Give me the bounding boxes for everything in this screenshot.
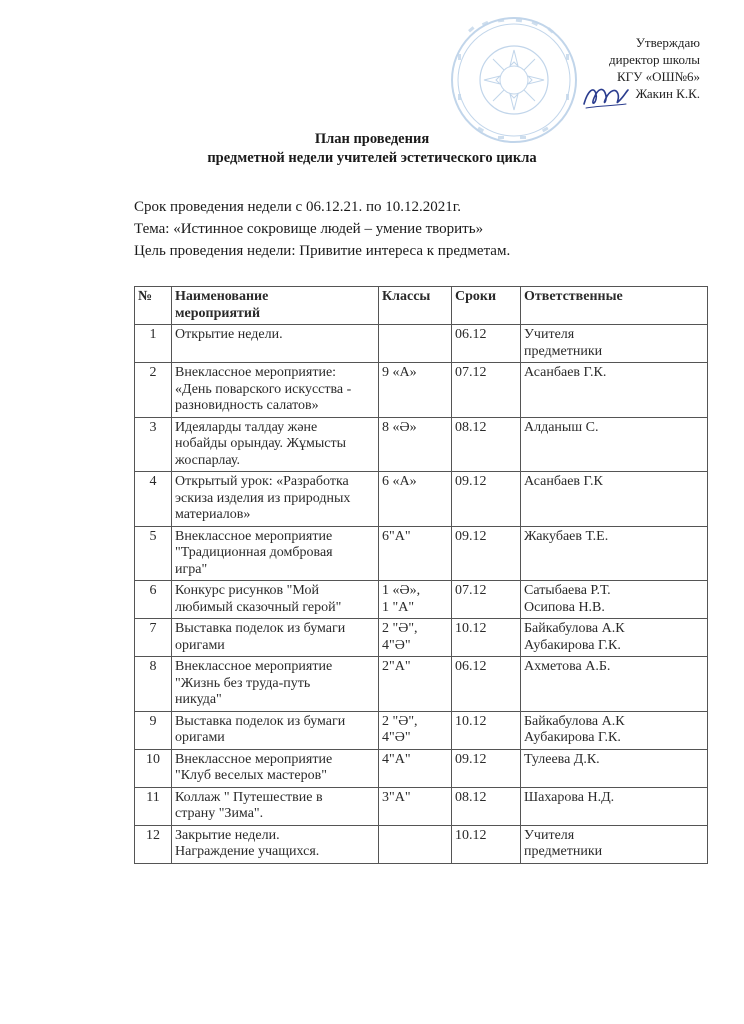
table-row (135, 787, 708, 825)
responsible-line: Асанбаев Г.К (524, 474, 603, 489)
event-name-cell (172, 711, 379, 749)
event-name-line: "Жизнь без труда-путь (175, 675, 311, 691)
event-name-line: Открытый урок: «Разработка (175, 474, 349, 489)
responsible-cell (521, 749, 708, 787)
event-name-line: Выставка поделок из бумаги (175, 621, 346, 636)
responsible-line: Осипова Н.В. (524, 599, 605, 615)
event-goal: Цель проведения недели: Привитие интереса к предметам. (134, 243, 511, 259)
event-name-cell (172, 325, 379, 363)
approval-organization: КГУ «ОШ№6» (616, 69, 700, 84)
responsible-line: Асанбаев Г.К. (524, 365, 607, 380)
row-number-cell: 12 (135, 825, 172, 863)
row-number-cell: 7 (135, 619, 172, 657)
responsible-line: Сатыбаева Р.Т. (524, 583, 611, 598)
event-name-line: "Традиционная домбровая (175, 545, 333, 560)
event-name-line: Внеклассное мероприятие (175, 528, 333, 544)
row-number-cell: 2 (135, 363, 172, 418)
responsible-line: Аубакирова Г.К. (524, 730, 621, 745)
date-cell: 07.12 (452, 363, 521, 418)
responsible-cell (521, 417, 708, 472)
responsible-line: Байкабулова А.К (524, 621, 625, 636)
classes-line: 3"А" (382, 789, 411, 805)
official-seal-stamp (448, 14, 580, 146)
responsible-cell (521, 657, 708, 712)
classes-line: 1 «Ә», (382, 583, 421, 598)
event-name-cell (172, 417, 379, 472)
table-body (135, 325, 708, 864)
event-name-line: Закрытие недели. (175, 827, 280, 843)
row-number-cell: 5 (135, 526, 172, 581)
event-name-line: Коллаж " Путешествие в (175, 789, 323, 805)
table-row (135, 526, 708, 581)
responsible-line: предметники (524, 844, 603, 859)
responsible-cell (521, 325, 708, 363)
event-period: Срок проведения недели с 06.12.21. по 10.12.2021г. (134, 199, 461, 215)
classes-line: 8 «Ә» (382, 419, 417, 435)
event-name-line: Внеклассное мероприятие (175, 659, 333, 674)
responsible-cell (521, 581, 708, 619)
event-name-line: Идеяларды талдау және (175, 419, 318, 435)
event-name-line: любимый сказочный герой" (175, 599, 342, 615)
classes-cell (379, 472, 452, 527)
classes-cell (379, 417, 452, 472)
date-cell: 08.12 (452, 417, 521, 472)
event-name-cell (172, 825, 379, 863)
responsible-cell (521, 619, 708, 657)
date-cell: 09.12 (452, 749, 521, 787)
table-row (135, 657, 708, 712)
table-row (135, 363, 708, 418)
date-cell: 10.12 (452, 825, 521, 863)
event-name-line: Внеклассное мероприятие (175, 751, 333, 767)
responsible-line: Учителя (524, 327, 575, 342)
responsible-cell (521, 472, 708, 527)
classes-cell (379, 749, 452, 787)
row-number-cell: 4 (135, 472, 172, 527)
responsible-cell (521, 711, 708, 749)
classes-line: 1 "А" (382, 599, 415, 615)
table-row (135, 472, 708, 527)
event-name-line: жоспарлау. (175, 452, 240, 468)
approval-heading: Утверждаю (635, 35, 700, 50)
classes-line: 2 "Ә", (382, 713, 418, 729)
event-name-cell (172, 363, 379, 418)
classes-line: 2 "Ә", (382, 621, 418, 636)
row-number-cell: 3 (135, 417, 172, 472)
classes-line: 4"А" (382, 751, 411, 767)
date-cell: 10.12 (452, 619, 521, 657)
table-row (135, 325, 708, 363)
title-line-1: План проведения (314, 131, 430, 147)
classes-line: 2"А" (382, 659, 411, 674)
classes-cell (379, 657, 452, 712)
table-row (135, 825, 708, 863)
table-row (135, 417, 708, 472)
header-event-name (172, 287, 379, 325)
responsible-line: Жакубаев Т.Е. (524, 528, 609, 544)
responsible-line: Учителя (524, 827, 575, 843)
event-name-cell (172, 472, 379, 527)
header-classes: Классы (379, 287, 452, 325)
row-number-cell: 6 (135, 581, 172, 619)
event-name-cell (172, 526, 379, 581)
event-name-line: «День поварского искусства - (175, 381, 352, 397)
event-name-line: Конкурс рисунков "Мой (175, 583, 319, 598)
approval-position: директор школы (609, 52, 700, 67)
event-name-line: игра" (175, 561, 208, 577)
date-cell: 08.12 (452, 787, 521, 825)
classes-cell (379, 787, 452, 825)
date-cell: 09.12 (452, 526, 521, 581)
header-responsible: Ответственные (521, 287, 708, 325)
event-theme: Тема: «Истинное сокровище людей – умение творить» (134, 221, 484, 237)
classes-cell (379, 526, 452, 581)
header-event-name-line-1: Наименование (175, 289, 269, 304)
responsible-line: Ахметова А.Б. (524, 659, 611, 674)
event-name-line: страну "Зима". (175, 806, 264, 821)
event-name-line: нобайды орындау. Жұмысты (175, 436, 347, 451)
row-number-cell: 8 (135, 657, 172, 712)
event-name-line: оригами (175, 730, 225, 745)
responsible-line: Алданыш С. (524, 419, 599, 435)
responsible-line: Байкабулова А.К (524, 713, 625, 729)
approval-director-name: Жакин К.К. (635, 86, 700, 101)
event-name-line: эскиза изделия из природных (175, 490, 351, 506)
classes-cell (379, 363, 452, 418)
document-title (0, 130, 744, 168)
event-name-cell (172, 657, 379, 712)
classes-cell (379, 581, 452, 619)
responsible-line: Шахарова Н.Д. (524, 789, 615, 805)
event-name-line: Награждение учащихся. (175, 844, 320, 859)
responsible-line: Аубакирова Г.К. (524, 637, 621, 653)
event-name-cell (172, 619, 379, 657)
row-number-cell: 9 (135, 711, 172, 749)
classes-line: 6 «А» (382, 474, 417, 489)
event-name-line: никуда" (175, 692, 222, 707)
responsible-cell (521, 363, 708, 418)
event-name-line: разновидность салатов» (175, 398, 319, 413)
header-event-name-line-2: мероприятий (175, 305, 261, 321)
table-header-row (135, 287, 708, 325)
classes-cell (379, 619, 452, 657)
responsible-cell (521, 825, 708, 863)
responsible-cell (521, 787, 708, 825)
classes-line: 4"Ә" (382, 637, 411, 653)
row-number-cell: 1 (135, 325, 172, 363)
row-number-cell: 10 (135, 749, 172, 787)
date-cell: 07.12 (452, 581, 521, 619)
event-name-cell (172, 749, 379, 787)
event-plan-table (134, 286, 708, 864)
event-name-cell (172, 581, 379, 619)
table-row (135, 581, 708, 619)
table-row (135, 711, 708, 749)
event-name-cell (172, 787, 379, 825)
event-name-line: Открытие недели. (175, 327, 283, 342)
date-cell: 09.12 (452, 472, 521, 527)
event-name-line: Внеклассное мероприятие: (175, 365, 337, 380)
title-line-2: предметной недели учителей эстетического цикла (207, 150, 537, 166)
date-cell: 06.12 (452, 325, 521, 363)
event-name-line: оригами (175, 637, 225, 653)
table-row (135, 619, 708, 657)
header-number: № (135, 287, 172, 325)
event-details (134, 196, 510, 262)
classes-cell (379, 325, 452, 363)
event-name-line: "Клуб веселых мастеров" (175, 768, 327, 783)
table-row (135, 749, 708, 787)
responsible-cell (521, 526, 708, 581)
responsible-line: предметники (524, 343, 603, 359)
date-cell: 10.12 (452, 711, 521, 749)
classes-line: 9 «А» (382, 365, 417, 380)
classes-cell (379, 825, 452, 863)
event-name-line: материалов» (175, 507, 251, 522)
classes-line: 4"Ә" (382, 730, 411, 745)
date-cell: 06.12 (452, 657, 521, 712)
responsible-line: Тулеева Д.К. (524, 751, 600, 767)
classes-line: 6"А" (382, 528, 411, 544)
approval-block (609, 34, 700, 102)
event-name-line: Выставка поделок из бумаги (175, 713, 346, 729)
classes-cell (379, 711, 452, 749)
header-dates: Сроки (452, 287, 521, 325)
row-number-cell: 11 (135, 787, 172, 825)
